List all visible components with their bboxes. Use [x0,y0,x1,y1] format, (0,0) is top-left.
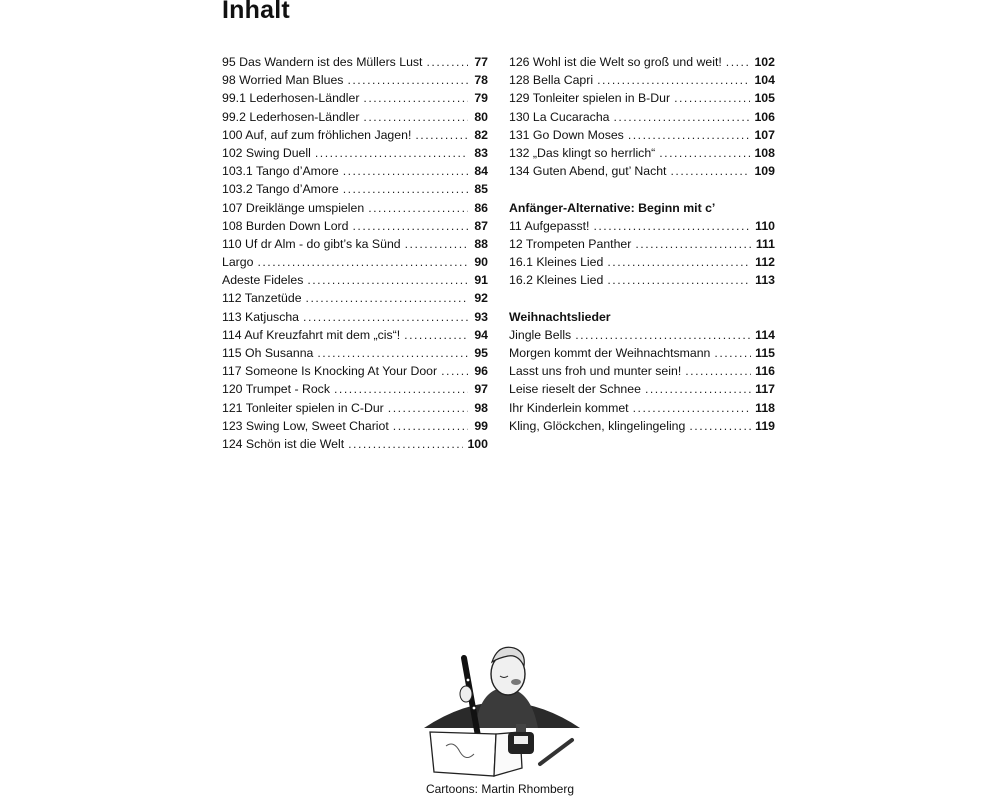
toc-entry [222,144,488,162]
toc-entry [222,126,488,144]
dot-leader [685,362,751,380]
toc-entry [222,253,488,271]
toc-entry-page: 100 [467,436,488,451]
dot-leader [306,289,468,307]
toc-entry-page: 88 [474,236,488,251]
toc-entry-title: Jingle Bells [509,327,572,342]
toc-entry-page: 117 [755,382,775,397]
dot-leader [714,344,751,362]
toc-entry-title: 113 Katjuscha [222,309,300,324]
toc-entry [222,271,488,289]
dot-leader [343,162,468,180]
dot-leader [415,126,468,144]
dot-leader [575,326,751,344]
dot-leader [404,326,468,344]
toc-entry-title: 102 Swing Duell [222,145,311,160]
toc-entry [509,271,775,289]
toc-entry-page: 110 [755,218,775,233]
dot-leader [388,399,468,417]
toc-entry-page: 119 [755,418,775,433]
toc-entry [509,144,775,162]
toc-entry-page: 79 [474,91,488,106]
dot-leader [607,271,751,289]
toc-entry-page: 94 [474,327,488,342]
toc-entry-page: 95 [474,346,488,360]
toc-entry-page: 86 [474,200,488,215]
toc-entry-title: 112 Tanzetüde [222,291,302,306]
dot-leader [628,126,751,144]
toc-entry [222,326,488,344]
toc-entry [509,380,775,398]
section-heading-christmas: Weihnachtslieder [509,309,611,324]
dot-leader [614,108,751,126]
toc-right-column [509,53,775,435]
toc-entry-title: 132 „Das klingt so herrlich“ [509,145,656,160]
toc-entry-title: 134 Guten Abend, gut’ Nacht [509,164,667,179]
toc-entry-title: 98 Worried Man Blues [222,73,344,88]
cartoon-credit: Cartoons: Martin Rhomberg [425,782,575,796]
toc-entry-page: 111 [755,236,775,251]
toc-entry-title: 123 Swing Low, Sweet Chariot [222,418,389,433]
toc-entry-title: 99.2 Lederhosen-Ländler [222,109,360,124]
dot-leader [597,71,750,89]
toc-entry-page: 113 [755,273,775,288]
toc-entry [509,71,775,89]
toc-entry-page: 78 [474,73,488,88]
toc-entry [222,417,488,435]
toc-entry [509,399,775,417]
toc-entry [222,217,488,235]
dot-leader [670,162,750,180]
toc-entry [509,89,775,107]
toc-entry-title: 16.1 Kleines Lied [509,255,604,270]
toc-entry-title: 99.1 Lederhosen-Ländler [222,91,360,106]
toc-entry [509,162,775,180]
toc-entry-title: 130 La Cucaracha [509,109,610,124]
toc-entry-page: 105 [754,91,775,106]
section-heading-beginner: Anfänger-Alternative: Beginn mit c’ [509,200,716,215]
toc-entry-page: 102 [754,55,775,69]
dot-leader [257,253,468,271]
toc-entry-page: 87 [474,218,488,233]
toc-entry-page: 91 [474,273,488,288]
dot-leader [674,89,750,107]
toc-entry-title: 124 Schön ist die Welt [222,436,345,451]
toc-left-column [222,53,488,453]
toc-entry-page: 83 [474,145,488,160]
dot-leader [635,235,751,253]
dot-leader [645,380,751,398]
toc-entry [509,126,775,144]
toc-entry-title: 115 Oh Susanna [222,346,314,360]
dot-leader [363,89,468,107]
toc-entry-page: 112 [755,255,775,270]
toc-entry-page: 82 [474,127,488,142]
toc-entry [509,344,775,362]
dot-leader [343,180,468,198]
toc-entry [222,362,488,380]
toc-entry-page: 106 [754,109,775,124]
toc-entry [509,417,775,435]
toc-entry-title: Leise rieselt der Schnee [509,382,641,397]
toc-entry-title: 131 Go Down Moses [509,127,624,142]
dot-leader [633,399,752,417]
dot-leader [426,53,468,71]
toc-entry-page: 116 [755,364,775,379]
toc-entry [222,180,488,198]
dot-leader [334,380,468,398]
dot-leader [607,253,751,271]
toc-entry-title: Largo [222,255,254,270]
dot-leader [659,144,750,162]
toc-entry-title: 108 Burden Down Lord [222,218,349,233]
toc-entry-title: 129 Tonleiter spielen in B-Dur [509,91,671,106]
dot-leader [368,199,468,217]
dot-leader [307,271,468,289]
toc-entry [509,326,775,344]
toc-entry [222,71,488,89]
toc-entry [509,53,775,71]
toc-entry-title: 114 Auf Kreuzfahrt mit dem „cis“! [222,327,401,342]
toc-entry [222,289,488,307]
dot-leader [726,53,751,71]
toc-entry-title: 16.2 Kleines Lied [509,273,604,288]
toc-entry-page: 115 [755,346,775,360]
toc-entry-page: 114 [755,327,775,342]
toc-entry-title: Morgen kommt der Weihnachtsmann [509,346,711,360]
toc-entry-page: 96 [474,364,488,379]
dot-leader [441,362,468,380]
dot-leader [317,344,468,362]
dot-leader [348,435,463,453]
dot-leader [689,417,751,435]
toc-entry-title: 12 Trompeten Panther [509,236,632,251]
toc-entry [509,217,775,235]
toc-entry [222,53,488,71]
toc-entry [222,435,488,453]
toc-entry [509,235,775,253]
toc-entry [222,108,488,126]
toc-entry-page: 77 [474,55,488,69]
dot-leader [315,144,468,162]
toc-entry-title: Adeste Fideles [222,273,304,288]
toc-entry-title: 121 Tonleiter spielen in C-Dur [222,400,384,415]
toc-entry-title: Kling, Glöckchen, klingelingeling [509,418,686,433]
toc-entry [222,399,488,417]
toc-entry-page: 85 [474,182,488,197]
dot-leader [303,308,468,326]
toc-entry-title: 103.2 Tango d’Amore [222,182,339,197]
toc-entry [222,89,488,107]
toc-entry [222,235,488,253]
toc-entry [222,344,488,362]
toc-entry-page: 93 [474,309,488,324]
toc-entry-title: Lasst uns froh und munter sein! [509,364,682,379]
toc-entry-title: 107 Dreiklänge umspielen [222,200,365,215]
toc-entry-page: 97 [474,382,488,397]
dot-leader [352,217,468,235]
toc-entry [509,253,775,271]
dot-leader [347,71,468,89]
toc-entry-page: 90 [474,255,488,270]
toc-entry-title: Ihr Kinderlein kommet [509,400,629,415]
dot-leader [405,235,468,253]
toc-entry [222,380,488,398]
toc-entry-page: 80 [474,109,488,124]
toc-entry-title: 128 Bella Capri [509,73,594,88]
toc-entry-page: 108 [754,145,775,160]
toc-entry [509,108,775,126]
toc-entry [222,308,488,326]
dot-leader [593,217,751,235]
toc-entry-page: 104 [754,73,775,88]
toc-entry-page: 109 [754,164,775,179]
toc-entry [222,199,488,217]
toc-entry-title: 126 Wohl ist die Welt so groß und weit! [509,55,722,69]
toc-entry-title: 120 Trumpet - Rock [222,382,330,397]
page-title: Inhalt [222,0,290,24]
cartoon-clarinetist-icon [420,636,585,781]
toc-entry-title: 95 Das Wandern ist des Müllers Lust [222,55,423,69]
toc-entry-title: 103.1 Tango d’Amore [222,164,339,179]
toc-entry-page: 107 [754,127,775,142]
toc-entry-page: 118 [755,400,775,415]
toc-entry-page: 92 [474,291,488,306]
toc-entry-page: 98 [474,400,488,415]
toc-entry-page: 84 [474,164,488,179]
dot-leader [393,417,468,435]
toc-entry-title: 110 Uf dr Alm - do gibt’s ka Sünd [222,236,401,251]
toc-entry-title: 100 Auf, auf zum fröhlichen Jagen! [222,127,412,142]
toc-entry [222,162,488,180]
toc-entry-page: 99 [474,418,488,433]
toc-entry-title: 117 Someone Is Knocking At Your Door [222,364,438,379]
dot-leader [363,108,468,126]
toc-entry [509,362,775,380]
toc-entry-title: 11 Aufgepasst! [509,218,590,233]
